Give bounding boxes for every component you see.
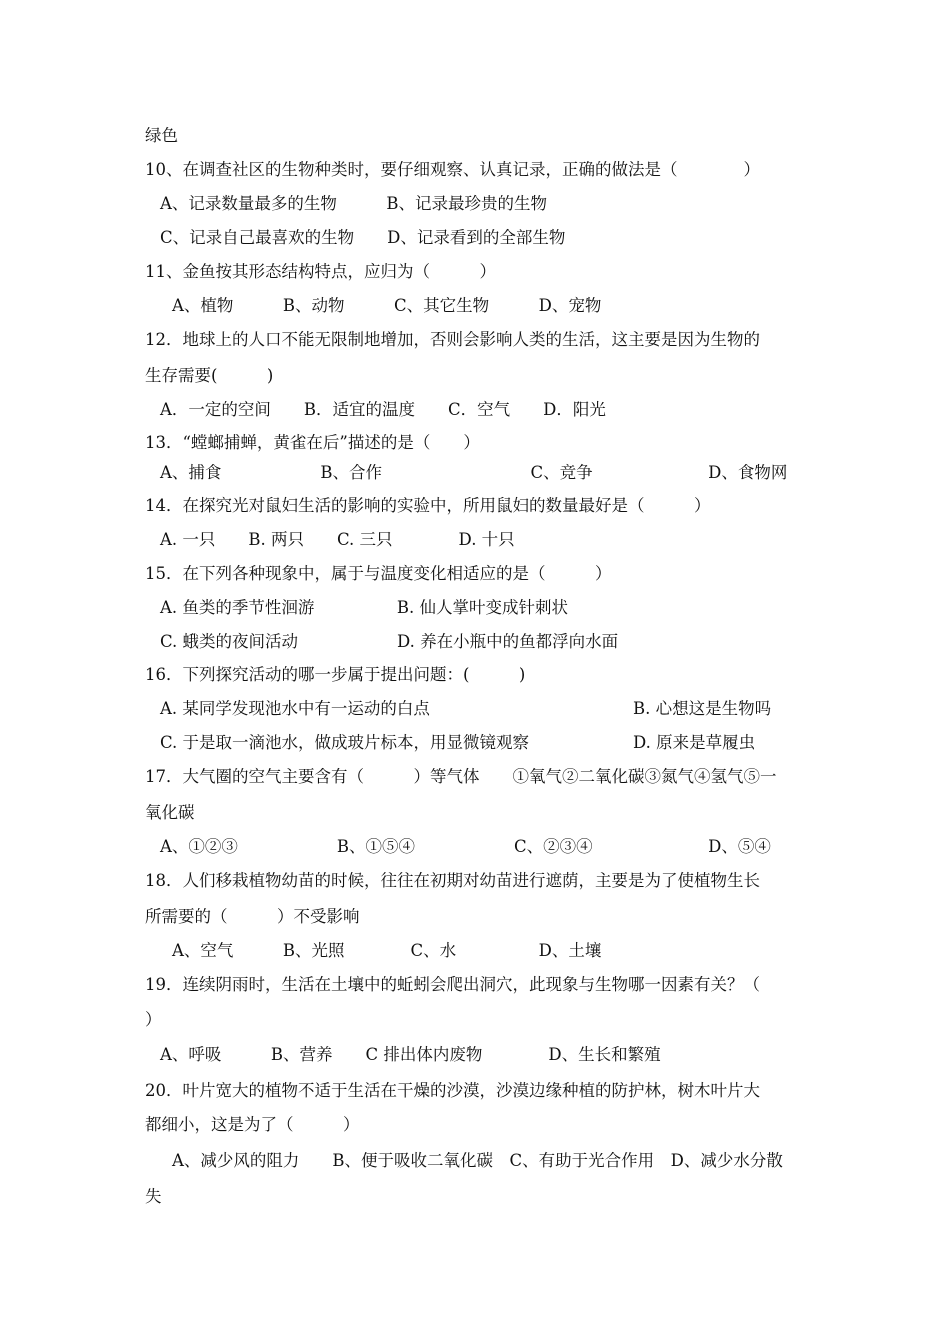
question-11-options: A、植物 B、动物 C、其它生物 D、宠物 (172, 296, 602, 315)
question-13: 13．“螳螂捕蝉，黄雀在后”描述的是（ ） (145, 433, 480, 452)
question-20-options: A、减少风的阻力 B、便于吸收二氧化碳 C、有助于光合作用 D、减少水分散 (172, 1151, 783, 1170)
question-12: 12．地球上的人口不能无限制地增加，否则会影响人类的生活，这主要是因为生物的 (145, 330, 760, 349)
question-20-cont: 都细小，这是为了（ ） (145, 1115, 360, 1134)
question-17-cont: 氧化碳 (145, 803, 195, 822)
question-13-options: A、捕食 B、合作 C、竞争 D、食物网 (160, 463, 788, 482)
question-15: 15．在下列各种现象中，属于与温度变化相适应的是（ ） (145, 564, 612, 583)
question-16-option-a: A. 某同学发现池水中有一运动的白点 (160, 699, 430, 718)
question-10-options-cd: C、记录自己最喜欢的生物 D、记录看到的全部生物 (160, 228, 566, 247)
question-16-option-c: C. 于是取一滴池水，做成玻片标本，用显微镜观察 (160, 733, 530, 752)
question-12-options: A．一定的空间 B．适宜的温度 C．空气 D．阳光 (160, 400, 606, 419)
question-14-options: A. 一只 B. 两只 C. 三只 D. 十只 (160, 530, 515, 549)
question-10: 10、在调查社区的生物种类时，要仔细观察、认真记录，正确的做法是（ ） (145, 160, 760, 179)
question-14: 14．在探究光对鼠妇生活的影响的实验中，所用鼠妇的数量最好是（ ） (145, 496, 711, 515)
text-line: 绿色 (145, 126, 178, 145)
question-18-options: A、空气 B、光照 C、水 D、土壤 (172, 941, 602, 960)
question-16-option-b: B. 心想这是生物吗 (633, 699, 772, 718)
question-16: 16．下列探究活动的哪一步属于提出问题：( ) (145, 665, 526, 684)
question-17-options: A、①②③ B、①⑤④ C、②③④ D、⑤④ (160, 837, 771, 856)
question-20: 20．叶片宽大的植物不适于生活在干燥的沙漠，沙漠边缘种植的防护林，树木叶片大 (145, 1081, 760, 1100)
question-17: 17．大气圈的空气主要含有（ ）等气体 ①氧气②二氧化碳③氮气④氢气⑤一 (145, 767, 777, 786)
question-15-options-cd: C. 蛾类的夜间活动 D. 养在小瓶中的鱼都浮向水面 (160, 632, 619, 651)
question-10-options-ab: A、记录数量最多的生物 B、记录最珍贵的生物 (160, 194, 548, 213)
question-18-cont: 所需要的（ ）不受影响 (145, 907, 360, 926)
question-12-cont: 生存需要( ) (145, 366, 274, 385)
question-19: 19．连续阴雨时，生活在土壤中的蚯蚓会爬出洞穴，此现象与生物哪一因素有关？（ (145, 975, 760, 994)
question-18: 18．人们移栽植物幼苗的时候，往往在初期对幼苗进行遮荫，主要是为了使植物生长 (145, 871, 760, 890)
question-19-options: A、呼吸 B、营养 C 排出体内废物 D、生长和繁殖 (160, 1045, 661, 1064)
question-20-options-cont: 失 (145, 1187, 162, 1206)
question-19-cont: ） (145, 1010, 162, 1029)
question-16-option-d: D. 原来是草履虫 (633, 733, 756, 752)
question-15-options-ab: A. 鱼类的季节性洄游 B. 仙人掌叶变成针刺状 (160, 598, 569, 617)
question-11: 11、金鱼按其形态结构特点，应归为（ ） (145, 262, 496, 281)
